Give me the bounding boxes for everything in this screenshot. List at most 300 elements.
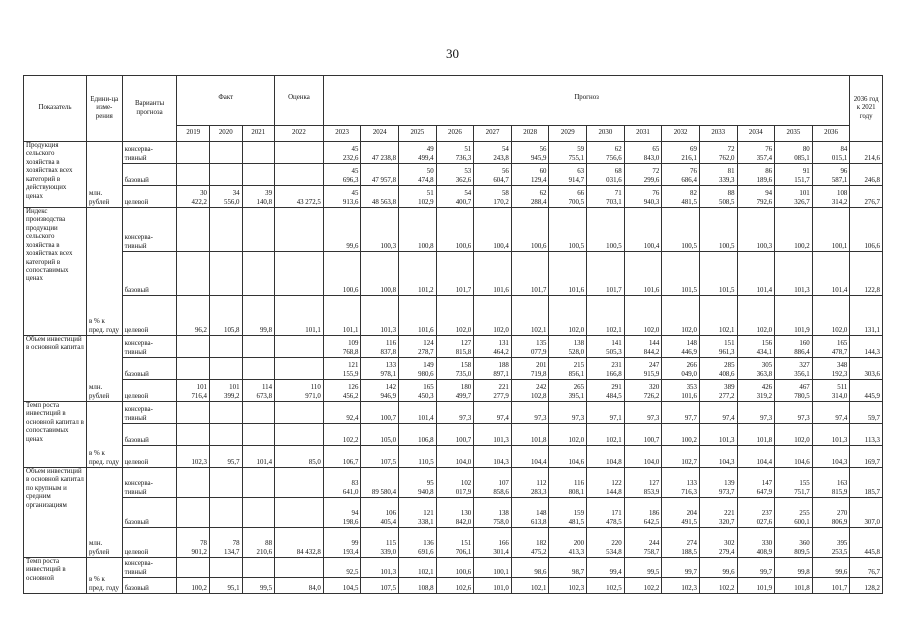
value-cell: 108,8 — [399, 578, 437, 594]
year-header-2022: 2022 — [275, 126, 324, 142]
unit-cell: в % к пред. году — [87, 558, 123, 594]
value-cell: 121 338,1 — [399, 498, 437, 528]
value-cell: 101,3 — [775, 252, 813, 296]
value-cell: 63 914,7 — [549, 164, 587, 186]
value-cell: 76 686,4 — [662, 164, 700, 186]
year-header-2034: 2034 — [737, 126, 775, 142]
year-header-2030: 2030 — [587, 126, 625, 142]
value-cell: 171 478,5 — [587, 498, 625, 528]
value-cell — [210, 424, 243, 446]
value-cell: 108 314,2 — [812, 186, 850, 208]
value-cell: 102,1 — [511, 578, 549, 594]
value-cell: 58 170,2 — [474, 186, 512, 208]
value-cell: 99,7 — [737, 558, 775, 578]
value-cell — [275, 164, 324, 186]
value-cell: 285 408,6 — [699, 358, 737, 380]
year-header-2027: 2027 — [474, 126, 512, 142]
value-cell: 148 446,9 — [662, 336, 700, 358]
value-cell: 102,1 — [587, 296, 625, 336]
value-cell: 102,2 — [624, 578, 662, 594]
value-cell: 101,3 — [812, 424, 850, 446]
value-cell — [242, 402, 275, 424]
value-cell: 97,3 — [737, 402, 775, 424]
value-cell: 59 755,1 — [549, 142, 587, 164]
value-cell: 348 192,3 — [812, 358, 850, 380]
value-cell — [177, 358, 210, 380]
value-cell: 84,0 — [275, 578, 324, 594]
value-cell: 101,8 — [511, 424, 549, 446]
value-cell: 104,3 — [812, 446, 850, 468]
year-header-2028: 2028 — [511, 126, 549, 142]
year-header-2035: 2035 — [775, 126, 813, 142]
value-cell: 100,3 — [361, 208, 399, 252]
value-cell: 104,5 — [323, 578, 361, 594]
value-cell: 160 886,4 — [775, 336, 813, 358]
value-cell: 101 399,2 — [210, 380, 243, 402]
year-header-2019: 2019 — [177, 126, 210, 142]
value-cell: 467 780,5 — [775, 380, 813, 402]
variant-cell: консерва-тивный — [122, 208, 177, 252]
value-cell: 100,6 — [436, 208, 474, 252]
value-cell — [210, 402, 243, 424]
value-cell: 99,4 — [587, 558, 625, 578]
value-cell: 100,7 — [624, 424, 662, 446]
year-header-2023: 2023 — [323, 126, 361, 142]
table-row — [24, 296, 883, 336]
value-cell: 101,4 — [812, 252, 850, 296]
value-cell: 99,6 — [323, 208, 361, 252]
value-cell: 99,5 — [624, 558, 662, 578]
header-variant: Варианты прогноза — [122, 76, 177, 142]
value-cell: 54 400,7 — [436, 186, 474, 208]
value-cell: 101,7 — [511, 252, 549, 296]
value-cell: 56 945,9 — [511, 142, 549, 164]
table-row — [24, 558, 883, 578]
value-cell: 100,1 — [474, 558, 512, 578]
value-cell: 105,8 — [210, 296, 243, 336]
value-cell — [242, 164, 275, 186]
value-cell: 106,6 — [850, 208, 883, 252]
value-cell: 144,3 — [850, 336, 883, 358]
value-cell: 353 101,6 — [662, 380, 700, 402]
unit-cell: в % к пред. году — [87, 402, 123, 468]
value-cell — [242, 468, 275, 498]
value-cell: 65 843,0 — [624, 142, 662, 164]
value-cell: 102,0 — [737, 296, 775, 336]
value-cell: 104,6 — [549, 446, 587, 468]
value-cell: 102,1 — [699, 296, 737, 336]
value-cell: 101 326,7 — [775, 186, 813, 208]
value-cell — [242, 208, 275, 252]
value-cell: 97,4 — [812, 402, 850, 424]
value-cell: 97,3 — [624, 402, 662, 424]
value-cell: 72 762,0 — [699, 142, 737, 164]
value-cell: 360 809,5 — [775, 528, 813, 558]
value-cell: 221 277,9 — [474, 380, 512, 402]
year-header-2033: 2033 — [699, 126, 737, 142]
variant-cell: целевой — [122, 296, 177, 336]
variant-cell: целевой — [122, 446, 177, 468]
value-cell: 138 758,0 — [474, 498, 512, 528]
variant-cell: базовый — [122, 424, 177, 446]
value-cell: 180 499,7 — [436, 380, 474, 402]
value-cell: 101,5 — [699, 252, 737, 296]
value-cell — [275, 358, 324, 380]
header-unit: Едини-ца изме-рения — [87, 76, 123, 142]
value-cell: 138 528,0 — [549, 336, 587, 358]
value-cell: 244 758,7 — [624, 528, 662, 558]
variant-cell: консерва-тивный — [122, 336, 177, 358]
value-cell: 114 673,8 — [242, 380, 275, 402]
value-cell — [210, 358, 243, 380]
indicator-label: Объем инвестиций в основной капитал — [24, 336, 87, 402]
value-cell: 151 961,3 — [699, 336, 737, 358]
value-cell: 101,9 — [737, 578, 775, 594]
table-row — [24, 336, 883, 358]
page-number: 30 — [446, 46, 459, 61]
value-cell: 220 534,8 — [587, 528, 625, 558]
value-cell: 101,8 — [775, 578, 813, 594]
value-cell: 130 842,0 — [436, 498, 474, 528]
value-cell: 116 837,8 — [361, 336, 399, 358]
value-cell: 182 475,2 — [511, 528, 549, 558]
value-cell: 186 642,5 — [624, 498, 662, 528]
header-indicator: Показатель — [24, 76, 87, 142]
value-cell: 395 253,5 — [812, 528, 850, 558]
value-cell: 156 434,1 — [737, 336, 775, 358]
value-cell: 45 232,6 — [323, 142, 361, 164]
value-cell: 62 288,4 — [511, 186, 549, 208]
value-cell: 56 604,7 — [474, 164, 512, 186]
table-row — [24, 252, 883, 296]
value-cell: 88 210,6 — [242, 528, 275, 558]
value-cell: 141 505,3 — [587, 336, 625, 358]
value-cell: 80 085,1 — [775, 142, 813, 164]
value-cell: 107,5 — [361, 446, 399, 468]
value-cell: 101,5 — [662, 252, 700, 296]
value-cell: 102,1 — [587, 424, 625, 446]
value-cell — [242, 498, 275, 528]
value-cell: 135 077,9 — [511, 336, 549, 358]
value-cell: 303,6 — [850, 358, 883, 380]
value-cell: 247 915,9 — [624, 358, 662, 380]
value-cell — [210, 558, 243, 578]
unit-cell: млн. рублей — [87, 468, 123, 558]
value-cell: 104,0 — [624, 446, 662, 468]
value-cell: 54 243,8 — [474, 142, 512, 164]
year-header-2036: 2036 — [812, 126, 850, 142]
value-cell: 82 481,5 — [662, 186, 700, 208]
value-cell — [210, 336, 243, 358]
value-cell — [177, 252, 210, 296]
value-cell: 102,0 — [549, 424, 587, 446]
value-cell: 133 716,3 — [662, 468, 700, 498]
table-row — [24, 380, 883, 402]
table-row — [24, 446, 883, 468]
value-cell: 78 901,2 — [177, 528, 210, 558]
value-cell — [210, 468, 243, 498]
value-cell — [275, 142, 324, 164]
value-cell: 109 768,8 — [323, 336, 361, 358]
value-cell: 84 015,1 — [812, 142, 850, 164]
value-cell: 53 362,6 — [436, 164, 474, 186]
value-cell: 99,7 — [662, 558, 700, 578]
value-cell: 110 971,0 — [275, 380, 324, 402]
value-cell: 102,0 — [474, 296, 512, 336]
year-header-2020: 2020 — [210, 126, 243, 142]
value-cell: 104,4 — [511, 446, 549, 468]
value-cell: 246,8 — [850, 164, 883, 186]
value-cell: 274 188,5 — [662, 528, 700, 558]
value-cell: 99,5 — [242, 578, 275, 594]
value-cell: 163 815,9 — [812, 468, 850, 498]
variant-cell: целевой — [122, 528, 177, 558]
value-cell — [242, 358, 275, 380]
value-cell: 214,6 — [850, 142, 883, 164]
value-cell: 266 049,0 — [662, 358, 700, 380]
value-cell: 102,6 — [436, 578, 474, 594]
value-cell: 85,0 — [275, 446, 324, 468]
value-cell: 100,5 — [662, 208, 700, 252]
value-cell: 201 719,8 — [511, 358, 549, 380]
value-cell: 101,1 — [275, 296, 324, 336]
value-cell — [275, 336, 324, 358]
value-cell: 97,1 — [587, 402, 625, 424]
value-cell: 101,3 — [474, 424, 512, 446]
value-cell — [177, 498, 210, 528]
value-cell: 68 031,6 — [587, 164, 625, 186]
value-cell — [177, 424, 210, 446]
value-cell: 62 756,6 — [587, 142, 625, 164]
value-cell: 102,0 — [549, 296, 587, 336]
value-cell: 94 792,6 — [737, 186, 775, 208]
value-cell: 144 844,2 — [624, 336, 662, 358]
value-cell: 59,7 — [850, 402, 883, 424]
unit-cell: в % к пред. году — [87, 208, 123, 336]
value-cell — [242, 336, 275, 358]
value-cell: 148 613,8 — [511, 498, 549, 528]
header-2036-vs-2021: 2036 год к 2021 году — [850, 76, 883, 142]
value-cell: 127 815,8 — [436, 336, 474, 358]
table-row — [24, 142, 883, 164]
value-cell: 91 151,7 — [775, 164, 813, 186]
value-cell: 101,3 — [361, 296, 399, 336]
value-cell: 98,6 — [511, 558, 549, 578]
value-cell — [242, 558, 275, 578]
value-cell — [177, 336, 210, 358]
value-cell: 101,3 — [361, 558, 399, 578]
variant-cell: базовый — [122, 498, 177, 528]
indicator-label: Темп роста инвестиций в основной — [24, 558, 87, 594]
table-row — [24, 358, 883, 380]
value-cell: 100,5 — [549, 208, 587, 252]
value-cell: 101,7 — [812, 578, 850, 594]
variant-cell: базовый — [122, 252, 177, 296]
value-cell: 51 102,9 — [399, 186, 437, 208]
value-cell: 101,8 — [737, 424, 775, 446]
value-cell: 102,1 — [511, 296, 549, 336]
value-cell — [242, 424, 275, 446]
value-cell: 101,7 — [436, 252, 474, 296]
value-cell: 102,2 — [323, 424, 361, 446]
value-cell: 159 481,5 — [549, 498, 587, 528]
value-cell: 265 395,1 — [549, 380, 587, 402]
year-header-2026: 2026 — [436, 126, 474, 142]
value-cell: 102,0 — [775, 424, 813, 446]
value-cell: 98,7 — [549, 558, 587, 578]
value-cell: 100,7 — [436, 424, 474, 446]
value-cell — [275, 424, 324, 446]
header-fact: Факт — [177, 76, 275, 126]
value-cell — [275, 402, 324, 424]
value-cell — [275, 252, 324, 296]
value-cell: 100,2 — [177, 578, 210, 594]
value-cell: 76,7 — [850, 558, 883, 578]
value-cell: 136 691,6 — [399, 528, 437, 558]
value-cell: 237 027,6 — [737, 498, 775, 528]
value-cell: 49 499,4 — [399, 142, 437, 164]
value-cell — [242, 142, 275, 164]
value-cell: 47 238,8 — [361, 142, 399, 164]
value-cell — [275, 498, 324, 528]
value-cell: 255 600,1 — [775, 498, 813, 528]
value-cell: 511 314,0 — [812, 380, 850, 402]
value-cell: 389 277,2 — [699, 380, 737, 402]
year-header-2031: 2031 — [624, 126, 662, 142]
value-cell: 76 357,4 — [737, 142, 775, 164]
value-cell: 307,0 — [850, 498, 883, 528]
value-cell — [210, 208, 243, 252]
value-cell: 100,5 — [699, 208, 737, 252]
value-cell: 101,6 — [549, 252, 587, 296]
value-cell — [177, 142, 210, 164]
value-cell: 101 716,4 — [177, 380, 210, 402]
value-cell: 242 102,8 — [511, 380, 549, 402]
value-cell: 330 408,9 — [737, 528, 775, 558]
value-cell: 104,0 — [436, 446, 474, 468]
value-cell: 97,3 — [775, 402, 813, 424]
value-cell: 124 278,7 — [399, 336, 437, 358]
value-cell: 97,3 — [436, 402, 474, 424]
value-cell: 102,0 — [662, 296, 700, 336]
value-cell: 102,2 — [699, 578, 737, 594]
value-cell — [275, 208, 324, 252]
value-cell: 101,6 — [474, 252, 512, 296]
value-cell — [210, 252, 243, 296]
value-cell: 133 978,1 — [361, 358, 399, 380]
value-cell: 215 856,1 — [549, 358, 587, 380]
value-cell — [242, 252, 275, 296]
value-cell: 107 858,6 — [474, 468, 512, 498]
value-cell: 97,4 — [699, 402, 737, 424]
value-cell: 166 301,4 — [474, 528, 512, 558]
unit-cell: млн. рублей — [87, 336, 123, 402]
value-cell — [177, 402, 210, 424]
value-cell: 106,7 — [323, 446, 361, 468]
value-cell: 30 422,2 — [177, 186, 210, 208]
table-row — [24, 498, 883, 528]
year-header-2021: 2021 — [242, 126, 275, 142]
value-cell: 165 478,7 — [812, 336, 850, 358]
value-cell: 100,4 — [474, 208, 512, 252]
value-cell: 100,4 — [624, 208, 662, 252]
value-cell: 270 806,9 — [812, 498, 850, 528]
year-header-2025: 2025 — [399, 126, 437, 142]
value-cell: 97,3 — [511, 402, 549, 424]
value-cell: 327 356,1 — [775, 358, 813, 380]
value-cell: 102,3 — [549, 578, 587, 594]
header-forecast: Прогноз — [323, 76, 850, 126]
header-estimate: Оценка — [275, 76, 324, 126]
value-cell: 200 413,3 — [549, 528, 587, 558]
value-cell: 104,3 — [699, 446, 737, 468]
value-cell: 110,5 — [399, 446, 437, 468]
value-cell: 102,5 — [587, 578, 625, 594]
table-row — [24, 578, 883, 594]
indicator-label: Объем инвестиций в основной капитал по крупным и средним организациям — [24, 468, 87, 558]
value-cell: 48 563,8 — [361, 186, 399, 208]
value-cell: 101,9 — [775, 296, 813, 336]
value-cell: 102,0 — [436, 296, 474, 336]
value-cell: 445,9 — [850, 380, 883, 402]
variant-cell: консерва-тивный — [122, 142, 177, 164]
value-cell: 69 216,1 — [662, 142, 700, 164]
value-cell — [275, 558, 324, 578]
value-cell: 99,6 — [812, 558, 850, 578]
variant-cell: консерва-тивный — [122, 558, 177, 578]
forecast-table — [23, 75, 883, 594]
value-cell: 99 193,4 — [323, 528, 361, 558]
value-cell: 51 736,3 — [436, 142, 474, 164]
value-cell: 97,3 — [549, 402, 587, 424]
value-cell: 101,6 — [624, 252, 662, 296]
value-cell: 100,6 — [436, 558, 474, 578]
value-cell: 47 957,8 — [361, 164, 399, 186]
value-cell — [210, 164, 243, 186]
value-cell: 305 363,8 — [737, 358, 775, 380]
value-cell: 102,7 — [662, 446, 700, 468]
value-cell: 76 940,3 — [624, 186, 662, 208]
year-header-2032: 2032 — [662, 126, 700, 142]
value-cell: 72 299,6 — [624, 164, 662, 186]
table-row — [24, 186, 883, 208]
value-cell: 86 189,6 — [737, 164, 775, 186]
value-cell: 96,2 — [177, 296, 210, 336]
value-cell: 99,8 — [242, 296, 275, 336]
value-cell: 320 726,2 — [624, 380, 662, 402]
value-cell: 50 474,8 — [399, 164, 437, 186]
value-cell: 92,5 — [323, 558, 361, 578]
value-cell: 84 432,8 — [275, 528, 324, 558]
value-cell: 101,7 — [587, 252, 625, 296]
year-header-2029: 2029 — [549, 126, 587, 142]
value-cell: 100,6 — [323, 252, 361, 296]
value-cell — [210, 498, 243, 528]
value-cell: 102,1 — [399, 558, 437, 578]
value-cell: 100,2 — [662, 424, 700, 446]
value-cell: 100,6 — [511, 208, 549, 252]
value-cell: 92,4 — [323, 402, 361, 424]
value-cell — [275, 468, 324, 498]
value-cell: 126 456,2 — [323, 380, 361, 402]
table-row — [24, 402, 883, 424]
value-cell: 221 320,7 — [699, 498, 737, 528]
table-row — [24, 208, 883, 252]
value-cell: 151 706,1 — [436, 528, 474, 558]
table-row — [24, 164, 883, 186]
value-cell: 188 897,1 — [474, 358, 512, 380]
value-cell: 426 319,2 — [737, 380, 775, 402]
